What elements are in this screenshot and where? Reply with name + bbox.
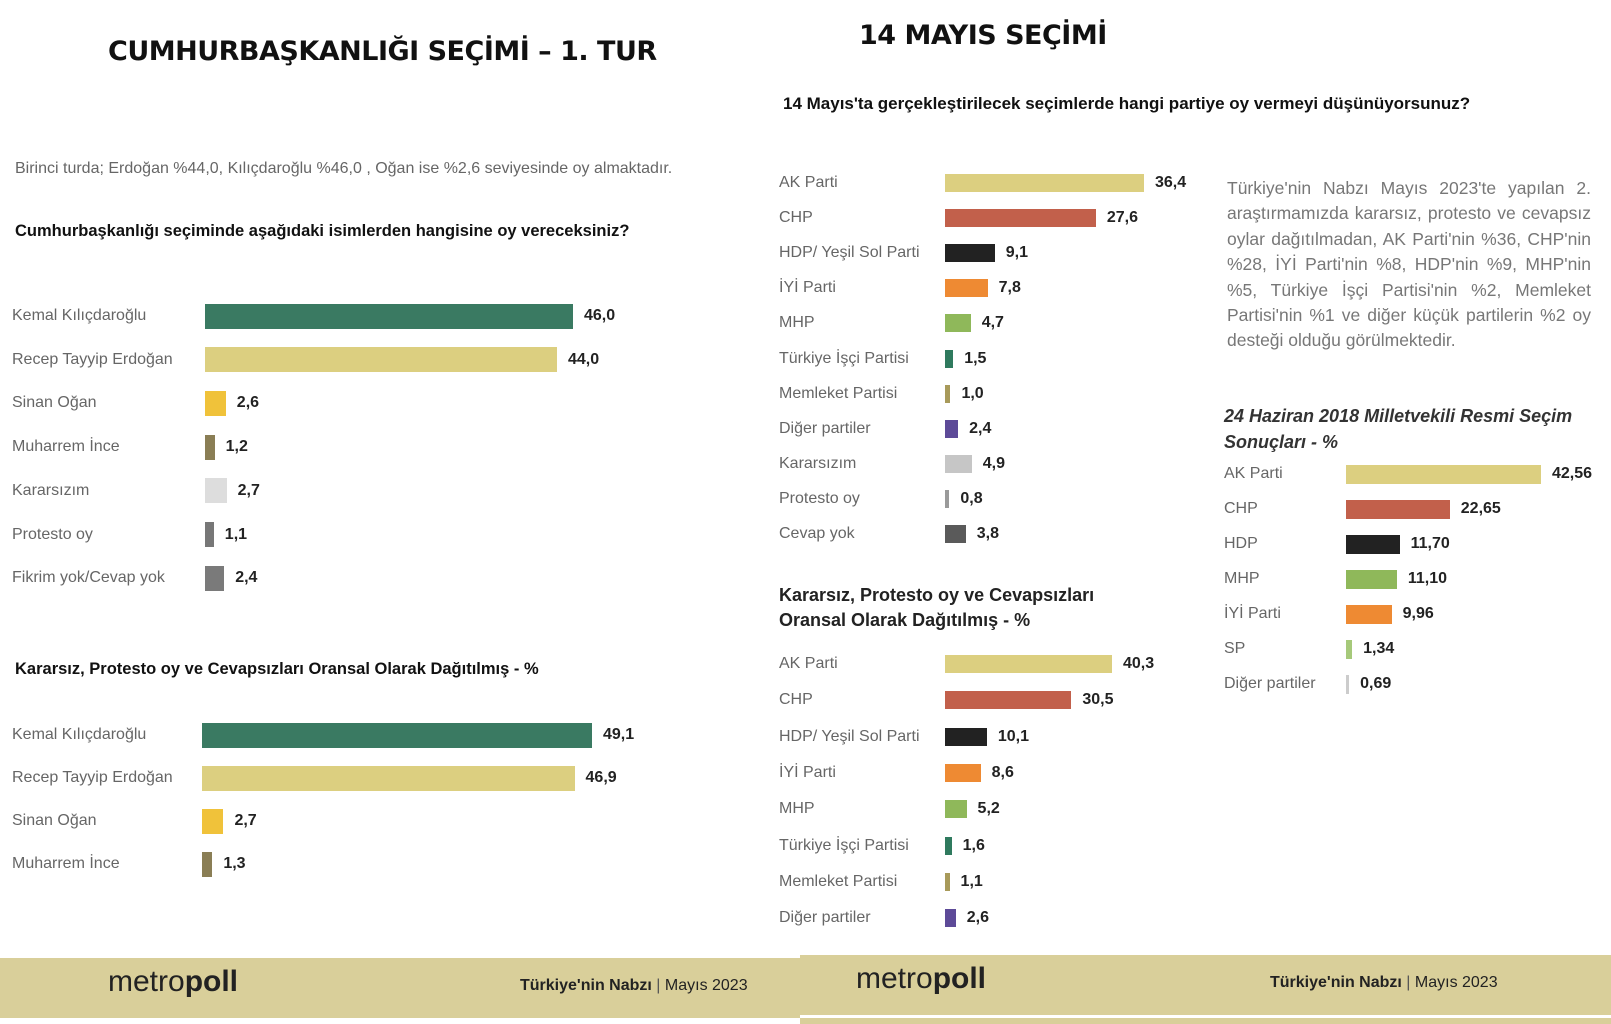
bar-value-label: 10,1 bbox=[997, 727, 1029, 745]
bar-label: Cevap yok bbox=[779, 525, 855, 542]
bar bbox=[945, 174, 1144, 192]
bar-value-label: 2,6 bbox=[966, 909, 990, 927]
bar bbox=[945, 837, 952, 855]
bar-value-label: 42,56 bbox=[1552, 465, 1593, 482]
left-page-title: CUMHURBAŞKANLIĞI SEÇİMİ – 1. TUR bbox=[108, 36, 657, 67]
bar bbox=[945, 873, 950, 891]
bar-label: SP bbox=[1224, 640, 1246, 657]
bar-value-label: 1,2 bbox=[225, 438, 248, 456]
bar-value-label: 1,3 bbox=[223, 855, 246, 872]
bar bbox=[945, 314, 971, 332]
bar-value-label: 2,7 bbox=[234, 812, 257, 829]
bar-label: Protesto oy bbox=[779, 489, 860, 507]
bar-value-label: 1,6 bbox=[962, 836, 985, 854]
bar bbox=[202, 809, 223, 834]
bar bbox=[945, 525, 966, 543]
bar-value-label: 4,7 bbox=[981, 314, 1004, 332]
bar-label: Kararsızım bbox=[12, 481, 90, 499]
bar bbox=[1346, 570, 1397, 589]
bar-value-label: 46,0 bbox=[584, 307, 616, 324]
bar-value-label: 2,6 bbox=[236, 394, 260, 412]
bar bbox=[945, 909, 956, 927]
bar-label: Memleket Partisi bbox=[779, 384, 898, 402]
bar-label: MHP bbox=[779, 800, 815, 818]
bar-label: Kararsızım bbox=[779, 454, 857, 472]
bar-value-label: 27,6 bbox=[1106, 209, 1139, 227]
bar-label: AK Parti bbox=[1224, 465, 1283, 482]
bar-label: Türkiye İşçi Partisi bbox=[779, 836, 909, 854]
right-page-title: 14 MAYIS SEÇİMİ bbox=[859, 20, 1107, 51]
bar-value-label: 1,34 bbox=[1363, 640, 1395, 657]
bar-label: Muharrem İnce bbox=[12, 438, 120, 456]
footer-source: Türkiye'nin Nabzı | Mayıs 2023 bbox=[520, 977, 748, 994]
bar bbox=[1346, 640, 1352, 659]
bar-label: Recep Tayyip Erdoğan bbox=[12, 769, 173, 786]
bar-value-label: 8,6 bbox=[991, 763, 1014, 781]
bar-label: Diğer partiler bbox=[779, 909, 871, 927]
bottom-border bbox=[800, 1018, 1611, 1024]
bar bbox=[205, 566, 224, 591]
bar-label: CHP bbox=[779, 209, 813, 227]
bar-value-label: 46,9 bbox=[585, 769, 617, 786]
bar-value-label: 49,1 bbox=[603, 726, 635, 743]
bar-label: Kemal Kılıçdaroğlu bbox=[12, 726, 147, 743]
bar-label: HDP/ Yeşil Sol Parti bbox=[779, 244, 920, 262]
bar-label: MHP bbox=[779, 314, 815, 332]
bar-label: Sinan Oğan bbox=[12, 394, 97, 412]
bar-label: Diğer partiler bbox=[1224, 675, 1316, 692]
bar bbox=[1346, 605, 1392, 624]
bar-value-label: 1,0 bbox=[961, 384, 984, 402]
bar-value-label: 1,1 bbox=[960, 872, 983, 890]
bar-value-label: 2,7 bbox=[237, 481, 260, 499]
bar-label: CHP bbox=[779, 691, 813, 709]
metropoll-logo: metropoll bbox=[856, 962, 987, 995]
bar-value-label: 11,70 bbox=[1410, 535, 1450, 552]
summary-paragraph: Türkiye'nin Nabzı Mayıs 2023'te yapılan 2. araştırmamızda kararsız, protesto ve cevapsız oylar dağıtılmadan, AK Parti'nin %36, CHP'nin %28, İYİ Parti'nin %8, HDP'nin %9, MHP'nin %5, Türkiye İşçi Partisi'nin %2, Memleket Partisi'nin %1 ve diğer küçük partilerin %2 oy desteği olduğu görülmektedir. bbox=[1227, 178, 1591, 351]
bar-label: Recep Tayyip Erdoğan bbox=[12, 350, 173, 368]
bar-label: İYİ Parti bbox=[1224, 605, 1281, 622]
bar-value-label: 1,1 bbox=[224, 525, 248, 543]
bar bbox=[945, 455, 972, 473]
bar-label: Memleket Partisi bbox=[779, 872, 898, 890]
bar-label: HDP/ Yeşil Sol Parti bbox=[779, 727, 920, 745]
bar bbox=[202, 852, 212, 877]
bar-label: MHP bbox=[1224, 570, 1260, 587]
bar bbox=[1346, 535, 1400, 554]
bar bbox=[1346, 465, 1541, 484]
bar-label: Protesto oy bbox=[12, 525, 93, 543]
bar bbox=[202, 766, 575, 791]
bar-value-label: 2,4 bbox=[969, 419, 992, 437]
bar bbox=[205, 435, 215, 460]
bar bbox=[945, 279, 988, 297]
bar-label: Diğer partiler bbox=[779, 419, 871, 437]
bar bbox=[205, 478, 227, 503]
bar-label: Sinan Oğan bbox=[12, 812, 97, 829]
left-subtitle: Kararsız, Protesto oy ve Cevapsızları Oransal Olarak Dağıtılmış - % bbox=[15, 660, 539, 678]
bar-value-label: 4,9 bbox=[982, 454, 1006, 472]
bar-value-label: 11,10 bbox=[1407, 570, 1447, 587]
bar-value-label: 36,4 bbox=[1155, 174, 1187, 191]
bar-value-label: 9,96 bbox=[1402, 605, 1434, 622]
bar-label: Fikrim yok/Cevap yok bbox=[12, 569, 165, 587]
bar-label: Muharrem İnce bbox=[12, 855, 120, 872]
bar bbox=[205, 522, 214, 547]
bar bbox=[205, 304, 573, 329]
bar bbox=[945, 420, 958, 438]
bar-label: Kemal Kılıçdaroğlu bbox=[12, 307, 147, 324]
bar bbox=[945, 728, 987, 746]
right-question: 14 Mayıs'ta gerçekleştirilecek seçimlerde hangi partiye oy vermeyi düşünüyorsunuz? bbox=[783, 94, 1471, 113]
bar bbox=[1346, 500, 1450, 519]
left-question: Cumhurbaşkanlığı seçiminde aşağıdaki isimlerden hangisine oy vereceksiniz? bbox=[15, 222, 630, 240]
bar-value-label: 30,5 bbox=[1082, 691, 1114, 709]
bar-value-label: 22,65 bbox=[1460, 500, 1501, 517]
bar-label: HDP bbox=[1224, 535, 1258, 552]
bar bbox=[945, 490, 949, 508]
bar bbox=[202, 723, 592, 748]
bar bbox=[945, 385, 950, 403]
bar-label: AK Parti bbox=[779, 655, 838, 672]
bar-value-label: 1,5 bbox=[964, 349, 987, 367]
bar bbox=[945, 350, 953, 368]
bar-value-label: 2,4 bbox=[235, 569, 258, 587]
bar-label: Türkiye İşçi Partisi bbox=[779, 349, 909, 367]
bar bbox=[945, 655, 1112, 673]
bar-label: İYİ Parti bbox=[779, 279, 836, 297]
bar bbox=[205, 347, 557, 372]
bar-value-label: 5,2 bbox=[977, 800, 1000, 818]
right-panel bbox=[779, 0, 1611, 1024]
bar-label: CHP bbox=[1224, 500, 1258, 517]
right-subtitle: Kararsız, Protesto oy ve Cevapsızları Oransal Olarak Dağıtılmış - % bbox=[779, 585, 1095, 630]
bar bbox=[945, 800, 967, 818]
footer-source: Türkiye'nin Nabzı | Mayıs 2023 bbox=[1270, 974, 1498, 991]
bar bbox=[945, 764, 981, 782]
bar bbox=[945, 244, 995, 262]
bar-value-label: 3,8 bbox=[976, 525, 1000, 542]
bar-label: AK Parti bbox=[779, 174, 838, 191]
bar bbox=[205, 391, 226, 416]
bar-value-label: 0,8 bbox=[960, 489, 983, 507]
results-2018-title: 24 Haziran 2018 Milletvekili Resmi Seçim Sonuçları - % bbox=[1224, 406, 1573, 452]
bar bbox=[1346, 675, 1349, 694]
left-footer bbox=[0, 958, 800, 1018]
left-panel bbox=[0, 0, 800, 1024]
bar bbox=[945, 691, 1071, 709]
bar-value-label: 0,69 bbox=[1360, 675, 1392, 692]
bar-value-label: 9,1 bbox=[1005, 244, 1028, 262]
metropoll-logo: metropoll bbox=[108, 965, 239, 998]
bar bbox=[945, 209, 1096, 227]
left-intro-text: Birinci turda; Erdoğan %44,0, Kılıçdaroğlu %46,0 , Oğan ise %2,6 seviyesinde oy almaktadır. bbox=[15, 160, 673, 177]
bar-label: İYİ Parti bbox=[779, 763, 836, 781]
right-footer bbox=[800, 955, 1611, 1015]
bar-value-label: 44,0 bbox=[568, 350, 600, 368]
bar-value-label: 7,8 bbox=[998, 279, 1021, 297]
bar-value-label: 40,3 bbox=[1123, 655, 1155, 672]
